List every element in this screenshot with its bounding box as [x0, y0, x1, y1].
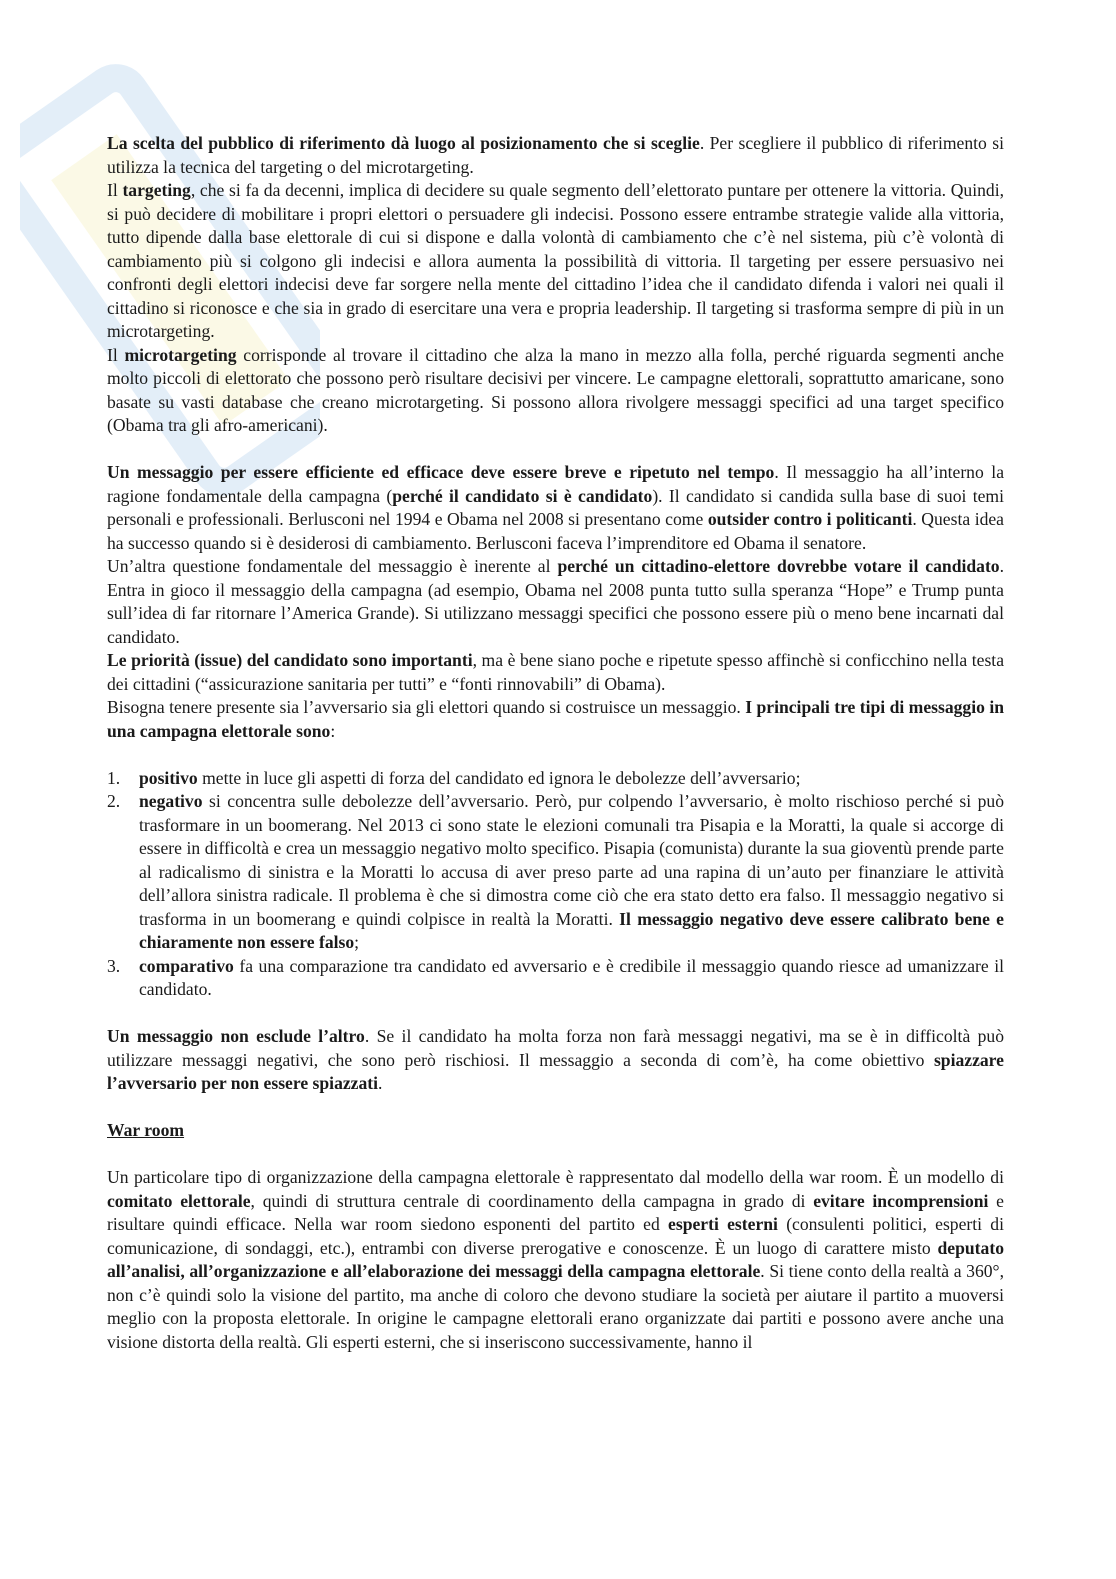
paragraph-microtargeting: [107, 344, 1004, 438]
text: .: [378, 1073, 383, 1093]
bold-text: perché un cittadino-elettore dovrebbe votare il candidato: [557, 556, 1000, 576]
text: ). Il candidato si candida sulla base di suoi temi personali e professionali. Berlusconi nel 1994 e Obama nel 2008 si presentano come: [107, 485, 1004, 529]
bold-text: negativo: [139, 791, 203, 811]
paragraph-message-efficacy: [107, 461, 1004, 555]
text: , quindi di struttura centrale di coordinamento della campagna in grado di: [250, 1190, 814, 1211]
paragraph-gap: [107, 743, 1004, 767]
paragraph-gap: [107, 1002, 1004, 1026]
bold-text: outsider contro i politicanti: [707, 509, 913, 529]
bold-text: microtargeting: [124, 344, 237, 365]
paragraph-priorities: [107, 649, 1004, 696]
text: . Entra in gioco il messaggio della campagna (ad esempio, Obama nel 2008 punta tutto sulla speranza “Hope” e Trump punta sull’idea di far ritornare l’America Grande). Si utilizzano messaggi specifici che possono essere più o meno bene incarnati dal candidato.: [107, 556, 1005, 647]
text: corrisponde al trovare il cittadino che alza la mano in mezzo alla folla, perché riguarda segmenti anche molto piccoli di elettorato che possono però risultare decisivi per vincere. Le campagne elettorali, soprattutto amaricane, sono basate su vasti database che creano microtargeting. Si possono allora rivolgere messaggi specifici ad una target specifico (Obama tra gli afro-americani).: [107, 344, 1004, 435]
text: (consulenti politici, esperti di comunicazione, di sondaggi, etc.), entrambi con diverse prerogative e conoscenze. È un luogo di carattere misto: [107, 1214, 1004, 1258]
paragraph-gap: [107, 1143, 1004, 1167]
text: si concentra sulle debolezze dell’avversario. Però, pur colpendo l’avversario, è molto rischioso perché si può trasformare in un boomerang. Nel 2013 ci sono state le elezioni comunali tra Pisapia e la Moratti, la quale si accorge di essere in difficoltà e crea un messaggio negativo molto specifico. Pisapia (comunista) durante la sua gioventù prende parte al radicalismo di sinistra e la Moratti lo accusa di aver preso parte ad una rapina di un’auto per finanziare le attività dell’allora sinistra radicale. Il problema è che si dimostra come ciò che era stato detto era falso. Il messaggio negativo si trasforma in un boomerang e quindi colpisce in realtà la Moratti.: [139, 791, 1004, 929]
message-types-list: [107, 767, 1004, 1002]
text: . Questa idea ha successo quando si è desiderosi di cambiamento. Berlusconi faceva l’imprenditore ed Obama il senatore.: [107, 509, 1004, 553]
section-title-war-room: War room: [107, 1120, 185, 1140]
text: ;: [354, 932, 360, 952]
text: . Se il candidato ha molta forza non farà messaggi negativi, ma se è in difficoltà può utilizzare messaggi negativi, che sono però rischiosi. Il messaggio a seconda di com’è, ha come obiettivo: [107, 1026, 1004, 1070]
document-page: [107, 132, 1004, 1354]
list-number: 2.: [107, 791, 121, 811]
text: Un’altra questione fondamentale del messaggio è inerente al: [107, 556, 558, 576]
list-number: 3.: [107, 955, 121, 976]
list-item: [107, 767, 1004, 791]
bold-text: deputato all’analisi, all’organizzazione e all’elaborazione dei messaggi della campagna elettorale: [107, 1237, 1004, 1281]
paragraph-not-exclusive: [107, 1025, 1004, 1096]
bold-text: Un messaggio per essere efficiente ed efficace deve essere breve e ripetuto nel tempo: [107, 462, 775, 482]
bold-text: Le priorità (issue) del candidato sono importanti: [107, 650, 473, 670]
bold-text: esperti esterni: [668, 1214, 778, 1234]
text: :: [330, 720, 336, 741]
list-number: 1.: [107, 767, 121, 788]
bold-text: La scelta del pubblico di riferimento dà luogo al posizionamento che si sceglie: [107, 133, 700, 153]
paragraph-gap: [107, 1096, 1004, 1120]
list-item: [107, 790, 1004, 955]
text: mette in luce gli aspetti di forza del candidato ed ignora le debolezze dell’avversario;: [197, 767, 801, 788]
text: . Si tiene conto della realtà a 360°, non c’è quindi solo la visione del partito, ma anche di coloro che devono studiare la società per aiutare il partito a muoversi meglio con la proposta elettorale. In origine le campagne elettorali erano organizzate dai partiti e possono avere anche una visione distorta della realtà. Gli esperti esterni, che si inseriscono successivamente, hanno il: [107, 1261, 1004, 1352]
paragraph-why-vote: [107, 555, 1004, 649]
bold-text: evitare incomprensioni: [813, 1190, 989, 1211]
paragraph-message-types-intro: [107, 696, 1004, 743]
bold-text: comparativo: [139, 955, 234, 976]
text: , che si fa da decenni, implica di decidere su quale segmento dell’elettorato puntare per ottenere la vittoria. Quindi, si può decidere di mobilitare i propri elettori o persuadere gli indecisi. Possono essere entrambe strategie valide alla vittoria, tutto dipende dalla base elettorale di cui si dispone e dalla volontà di cambiamento che c’è nel sistema, più c’è volontà di cambiamento più si colgono gli indecisi e allora aumenta la possibilità di vittoria. Il targeting per essere persuasivo nei confronti degli elettori indecisi deve far sorgere nella mente del cittadino l’idea che il candidato difenda i valori nei quali il cittadino si riconosce e che sia in grado di esercitare una vera e propria leadership. Il targeting si trasforma sempre di più in un microtargeting.: [107, 180, 1004, 341]
text: . Per scegliere il pubblico di riferimento si utilizza la tecnica del targeting o del microtargeting.: [107, 133, 1005, 177]
bold-text: Un messaggio non esclude l’altro: [107, 1026, 365, 1046]
text: fa una comparazione tra candidato ed avversario e è credibile il messaggio quando riesce ad umanizzare il candidato.: [139, 955, 1004, 999]
bold-text: I principali tre tipi di messaggio in una campagna elettorale sono: [107, 697, 1004, 741]
paragraph-targeting-intro: [107, 132, 1004, 179]
bold-text: comitato elettorale: [107, 1190, 251, 1211]
paragraph-gap: [107, 438, 1004, 462]
bold-text: positivo: [139, 767, 198, 788]
bold-text: Il messaggio negativo deve essere calibrato bene e chiaramente non essere falso: [139, 908, 1004, 952]
text: . Il messaggio ha all’interno la ragione fondamentale della campagna (: [107, 462, 1005, 506]
text: Bisogna tenere presente sia l’avversario sia gli elettori quando si costruisce un messaggio.: [107, 697, 746, 717]
list-item: [107, 955, 1004, 1002]
text: , ma è bene siano poche e ripetute spesso affinchè si conficchino nella testa dei cittadini (“assicurazione sanitaria per tutti” e “fonti rinnovabili” di Obama).: [107, 650, 1005, 694]
paragraph-targeting: [107, 179, 1004, 344]
text: e risultare quindi efficace. Nella war room siedono esponenti del partito ed: [107, 1190, 1004, 1234]
bold-text: spiazzare l’avversario per non essere spiazzati: [107, 1049, 1004, 1093]
paragraph-war-room: [107, 1166, 1004, 1354]
text: Un particolare tipo di organizzazione della campagna elettorale è rappresentato dal modello della war room. È un modello di: [107, 1167, 1004, 1187]
bold-text: perché il candidato si è candidato: [392, 485, 653, 506]
text: Il: [107, 180, 123, 200]
text: Il: [107, 344, 125, 365]
bold-text: targeting: [122, 180, 191, 200]
